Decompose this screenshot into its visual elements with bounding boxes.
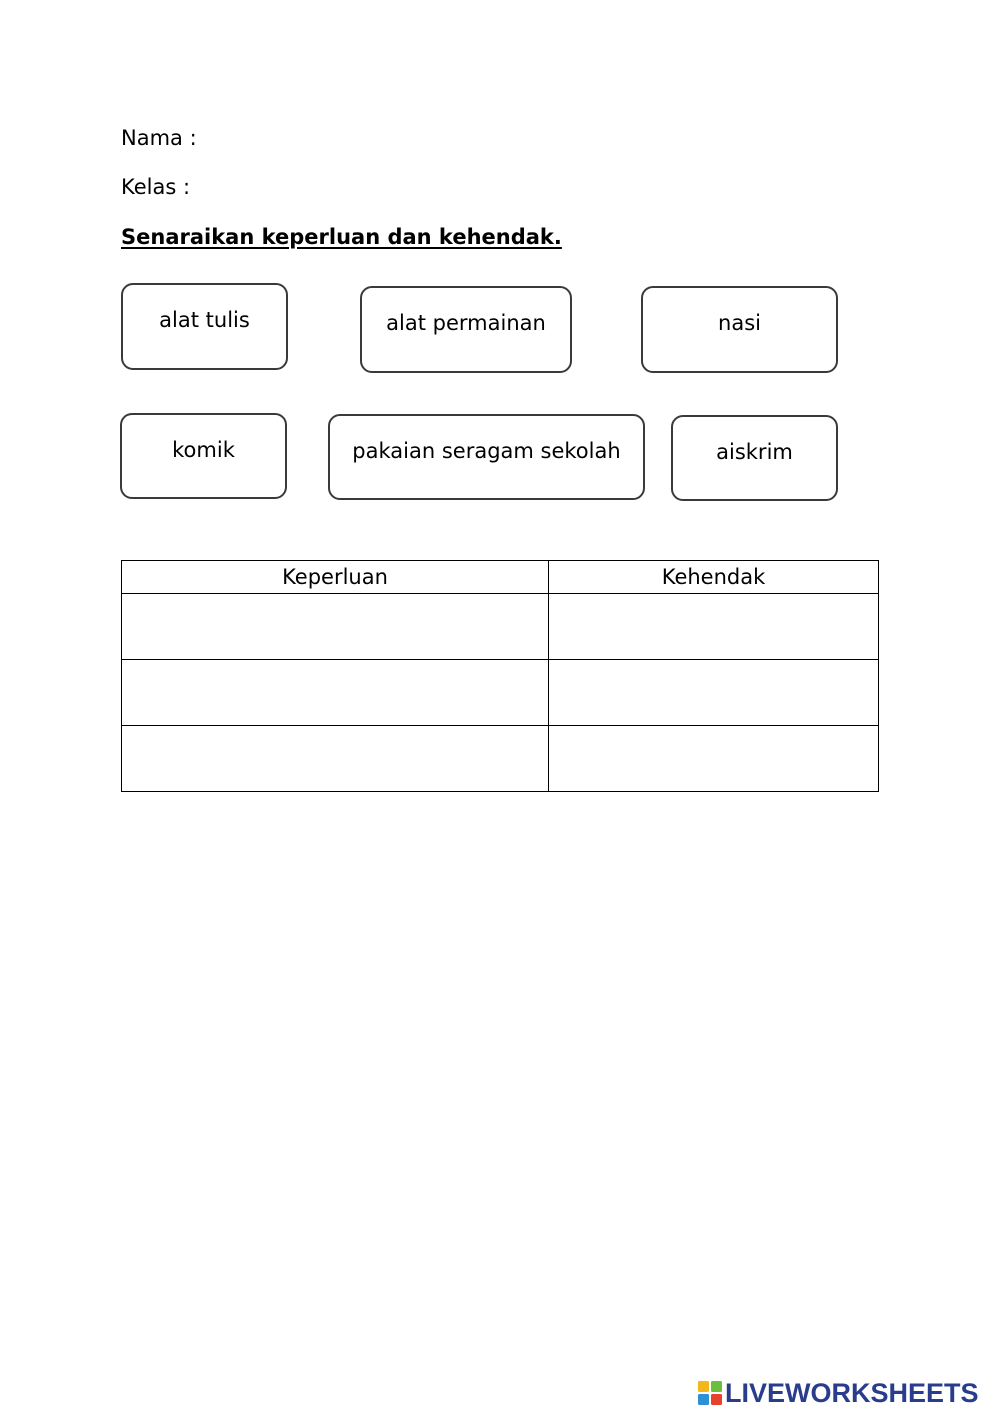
- logo-square-red: [711, 1394, 722, 1405]
- item-card[interactable]: [121, 283, 288, 370]
- logo-square-blue: [698, 1394, 709, 1405]
- name-field-label: Nama :: [121, 126, 197, 150]
- logo-square-green: [711, 1381, 722, 1392]
- column-header-kehendak: Kehendak: [549, 561, 879, 594]
- item-card-label: alat tulis: [159, 308, 250, 332]
- item-card[interactable]: [120, 413, 287, 499]
- item-card[interactable]: [641, 286, 838, 373]
- item-card[interactable]: [360, 286, 572, 373]
- kehendak-drop-cell[interactable]: [549, 726, 879, 792]
- keperluan-drop-cell[interactable]: [122, 726, 549, 792]
- table-row: [122, 726, 879, 792]
- brand-wordmark: LIVEWORKSHEETS: [725, 1378, 979, 1408]
- table-row: [122, 660, 879, 726]
- item-card-label: komik: [172, 438, 235, 462]
- table-row: [122, 594, 879, 660]
- liveworksheets-brand: [698, 1378, 979, 1408]
- item-card-label: nasi: [718, 311, 761, 335]
- liveworksheets-logo-icon: [698, 1381, 722, 1405]
- keperluan-drop-cell[interactable]: [122, 594, 549, 660]
- column-header-keperluan: Keperluan: [122, 561, 549, 594]
- item-card-label: alat permainan: [386, 311, 546, 335]
- kehendak-drop-cell[interactable]: [549, 594, 879, 660]
- item-card-label: pakaian seragam sekolah: [352, 439, 621, 463]
- instruction-heading: Senaraikan keperluan dan kehendak.: [121, 225, 562, 249]
- item-card-label: aiskrim: [716, 440, 793, 464]
- class-field-label: Kelas :: [121, 175, 191, 199]
- item-card[interactable]: [671, 415, 838, 501]
- keperluan-drop-cell[interactable]: [122, 660, 549, 726]
- table-header-row: [122, 561, 879, 594]
- logo-square-yellow: [698, 1381, 709, 1392]
- kehendak-drop-cell[interactable]: [549, 660, 879, 726]
- item-card[interactable]: [328, 414, 645, 500]
- answer-table: [121, 560, 879, 792]
